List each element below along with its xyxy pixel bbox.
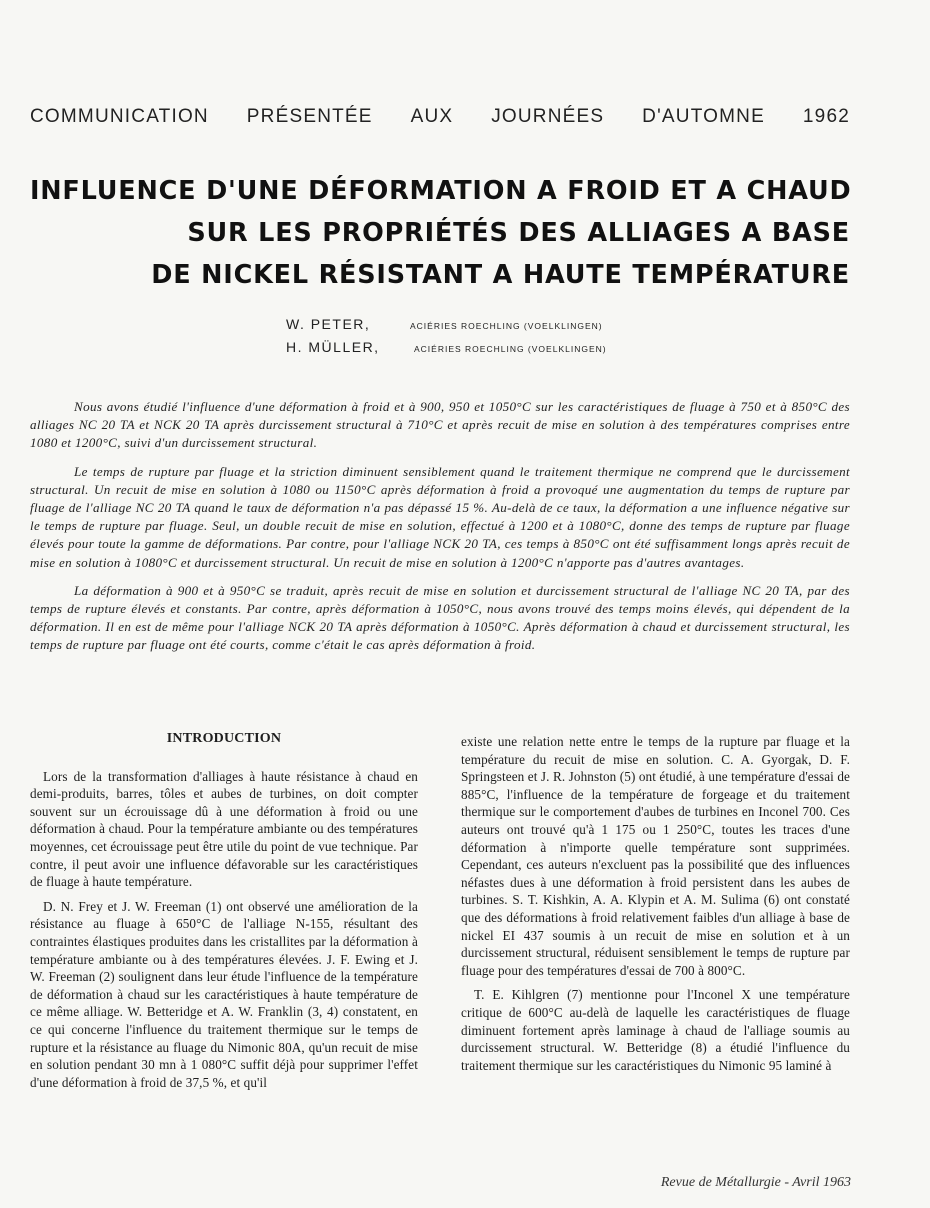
- author-entry: [286, 339, 686, 362]
- body-paragraph: existe une relation nette entre le temps de la rupture par fluage et la température du recuit de mise en solution. C. A. Gyorgak, D. F. Springsteen et J. R. Johnston (5) ont étudié, à une température d'essai de 885°C, l'influence de la température de forgeage et du traitement thermique sur le comportement d'aubes de turbines en Inconel 700. Ces auteurs ont trouvé qu'à 1 175 ou 1 250°C, toutes les traces d'une déformation à n'importe quelle température sont supprimées. Cependant, ces auteurs n'excluent pas la possibilité que des influences néfastes dues à une déformation à froid persistent dans les aubes de turbines. S. T. Kishkin, A. A. Klypin et A. M. Sulima (6) ont constaté que des déformations à froid relativement faibles d'un alliage à base de nickel EI 437 soumis à un recuit de mise en solution et à un durcissement structural, réduisent sensiblement le temps de rupture par fluage pour des températures d'essai de 700 à 800°C.: [461, 734, 850, 978]
- section-heading: INTRODUCTION: [166, 731, 282, 746]
- abstract-paragraph: Le temps de rupture par fluage et la striction diminuent sensiblement quand le traitement thermique ne comprend que le durcissement structural. Un recuit de mise en solution à 1080 ou 1150°C après déformation à froid a provoqué une augmentation du temps de rupture par fluage de l'alliage NC 20 TA quand le taux de déformation n'a pas dépassé 15 %. Au-delà de ce taux, la déformation a une influence négative sur le temps de rupture par fluage. Seul, un double recuit de mise en solution, effectué à 1200 et à 1080°C, donne des temps de rupture par fluage élevés pour toute la gamme de déformations. Par contre, pour l'alliage NCK 20 TA, ces temps à 850°C ont été suffisamment longs après recuit de mise en solution à 1080°C et durcissement structural. Un recuit de mise en solution à 1200°C n'apporte pas d'autres avantages.: [30, 463, 850, 570]
- author-affiliation: ACIÉRIES ROECHLING (VOELKLINGEN): [410, 321, 603, 331]
- title-line: INFLUENCE D'UNE DÉFORMATION A FROID ET A CHAUD: [30, 176, 852, 206]
- journal-footer: Revue de Métallurgie - Avril 1963: [660, 1175, 851, 1190]
- title-line: SUR LES PROPRIÉTÉS DES ALLIAGES A BASE: [187, 218, 850, 248]
- abstract: [30, 398, 850, 665]
- header-word: COMMUNICATION: [30, 106, 209, 127]
- title-line: DE NICKEL RÉSISTANT A HAUTE TEMPÉRATURE: [151, 260, 850, 290]
- abstract-paragraph: La déformation à 900 et à 950°C se traduit, après recuit de mise en solution et durcissement structural de l'alliage NC 20 TA, par des temps de rupture élevés et constants. Par contre, après déformation à 1050°C, nous avons trouvé des temps moins élevés, qui dépendent de la déformation. Il en est de même pour l'alliage NCK 20 TA après déformation à 1050°C. Après déformation à chaud et durcissement structural, les temps de rupture par fluage ont été courts, comme c'était le cas après déformation à froid.: [30, 582, 850, 653]
- header-word: JOURNÉES: [491, 106, 605, 127]
- right-column: [461, 733, 850, 1081]
- header-word: D'AUTOMNE: [642, 106, 765, 127]
- body-paragraph: Lors de la transformation d'alliages à haute résistance à chaud en demi-produits, barres, tôles et aubes de turbines, on doit compter souvent sur un écrouissage dû à une déformation à froid ou une déformation à chaud. Pour la température ambiante ou des températures moyennes, cet écrouissage peut être utile du point de vue technique. Par contre, il peut avoir une influence défavorable sur les caractéristiques de fluage à haute température.: [30, 768, 418, 890]
- author-entry: [286, 316, 686, 339]
- running-header: [30, 106, 850, 128]
- header-year: 1962: [802, 106, 850, 127]
- author-name: W. PETER,: [286, 316, 371, 332]
- header-word: PRÉSENTÉE: [246, 106, 373, 127]
- author-list: [286, 316, 686, 362]
- author-name: H. MÜLLER,: [286, 339, 380, 355]
- body-paragraph: D. N. Frey et J. W. Freeman (1) ont observé une amélioration de la résistance au fluage à 650°C de l'alliage N-155, résultant des contraintes élastiques produites dans les cristallites par la déformation à température ambiante ou à des températures élevées. J. F. Ewing et J. W. Freeman (2) soulignent dans leur étude l'influence de la température de déformation à chaud sur les caractéristiques à haute température de ce même alliage. W. Betteridge et A. W. Franklin (3, 4) constatent, en ce qui concerne l'influence du traitement thermique sur le temps de rupture et la résistance au fluage du Nimonic 80A, qu'un recuit de mise en solution pendant 30 mn à 1 080°C suffit déjà pour supprimer l'effet d'une déformation à froid de 37,5 %, et qu'il: [30, 898, 418, 1090]
- author-affiliation: ACIÉRIES ROECHLING (VOELKLINGEN): [414, 344, 607, 354]
- body-paragraph: T. E. Kihlgren (7) mentionne pour l'Inconel X une température critique de 600°C au-delà de laquelle les caractéristiques de fluage diminuent fortement après laminage à chaud de l'alliage soumis au durcissement structural. W. Betteridge (8) a étudié l'influence du traitement thermique sur les caractéristiques du Nimonic 95 laminé à: [461, 987, 850, 1073]
- left-column: [30, 730, 418, 1098]
- article-title: [30, 170, 850, 296]
- header-word: AUX: [410, 106, 454, 127]
- abstract-paragraph: Nous avons étudié l'influence d'une déformation à froid et à 900, 950 et 1050°C sur les caractéristiques de fluage à 750 et à 850°C des alliages NC 20 TA et NCK 20 TA après durcissement structural à 710°C et après recuit de mise en solution à des températures comprises entre 1080 et 1200°C, suivi d'un durcissement structural.: [30, 399, 850, 451]
